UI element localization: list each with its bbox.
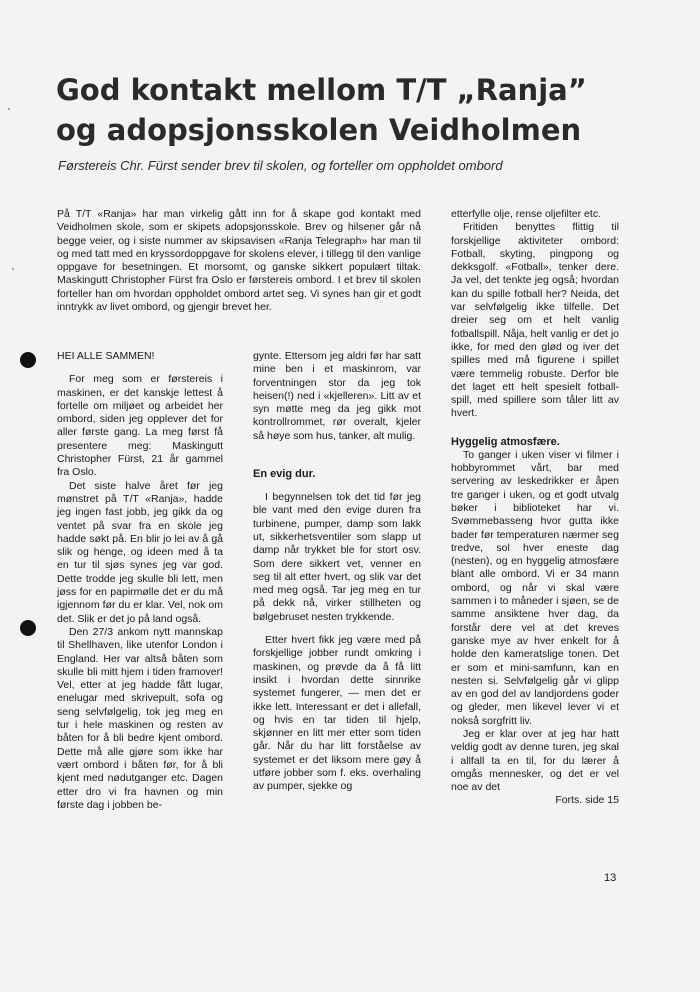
paragraph: Den 27/3 ankom nytt mannskap til Shellhaven, like utenfor London i England. Her var altså båten som skulle bli mitt hjem i tiden framover! Vel, etter at jeg hadde fått lugar, enelugar med skrivepult, sofa og seng selvfølgelig, tok jeg meg en tur i hele maskinen og resten av båten for å bli bedre kjent ombord. Dette må alle gjøre som ikke har vært ombord i båten før, for å bli kjent med nødutganger etc. Dagen etter dro vi fra havnen og min første dag i jobben be- — [57, 625, 223, 811]
margin-hole-dot — [20, 352, 36, 368]
page-number: 13 — [604, 872, 617, 884]
column-2 — [253, 350, 421, 794]
paragraph: gynte. Ettersom jeg aldri før har satt mine ben i et maskinrom, var forventningen stor da jeg tok heisen(!) ned i «kjelleren». Litt av et syn møtte meg da jeg gikk mot kontrollrommet, rør overalt, kjeler så høye som hus, tanker, alt mulig. — [253, 350, 421, 442]
paragraph: etterfylle olje, rense oljefilter etc. — [451, 208, 601, 220]
paragraph: Fritiden benyttes flittig til forskjellige aktiviteter ombord: Fotball, skyting, pingpong og dekksgolf. «Fotball», tenker dere. Ja vel, det tenkte jeg også; hvordan kan du spille fotball her? Neida, det var selvfølgelig ikke tilfelle. Det dreier seg om et helt vanlig fotballspill. Nåja, helt vanlig er det jo ikke, for med den glød og iver det spilles med må figurene i spillet være temmelig robuste. Derfor ble det laget ett helt spesielt fotball-spill, med spillere som tåler litt av hvert. — [451, 221, 619, 420]
title-line-2: og adopsjonsskolen Veidholmen — [56, 113, 582, 147]
article-intro: På T/T «Ranja» har man virkelig gått inn for å skape god kontakt med Veidholmen skole, som er skipets adopsjonsskole. Brev og hilsener går nå begge veier, og i siste nummer av skipsavisen «Ranja Telegraph» har man til og med tatt med en kryssordoppgave for skolens elever, i tillegg til den vanlige oppgave for besetningen. Et morsomt, og ganske sikkert populært tiltak. Maskingutt Christopher Fürst fra Oslo er førstereis ombord. I et brev til skolen forteller han om hvordan oppholdet ombord artet seg. Vi synes han gir et godt inntrykk av livet ombord, og gjengir brevet her. — [57, 208, 421, 314]
column-3 — [451, 208, 619, 807]
margin-hole-dot — [20, 620, 36, 636]
scan-speck — [8, 108, 10, 110]
scan-speck — [12, 268, 14, 270]
section-heading: En evig dur. — [253, 468, 316, 481]
letter-greeting: HEI ALLE SAMMEN! — [57, 350, 155, 362]
paragraph: Etter hvert fikk jeg være med på forskjellige jobber rundt omkring i maskinen, og prøvde da å få litt insikt i hvordan dette sinnrike systemet fungerer, — men det er ikke lett. Interessant er det i allefall, og hvis en tar tiden til hjelp, skjønner en litt mer etter som tiden går. Når du har litt forståelse av systemet er det liksom mere gøy å utføre jobber som f. eks. overhaling av pumper, sjekke og — [253, 634, 421, 793]
paragraph: I begynnelsen tok det tid før jeg ble vant med den evige duren fra turbinene, pumper, damp som lakk ut, sikkerhetsventiler som slapp ut damp når trykket ble for stort osv. Som dere sikkert vet, venner en seg til alt etter hvert, og slik var det med meg også. Tar jeg meg en tur på dekk nå, virker stillheten og bølgebruset nesten trykkende. — [253, 491, 421, 623]
continued-note: Forts. side 15 — [555, 794, 619, 807]
title-line-1: God kontakt mellom T/T „Ranja” — [56, 73, 587, 107]
paragraph: Jeg er klar over at jeg har hatt veldig godt av denne turen, jeg skal i allfall ta en til, for du lærer å omgås mennesker, og det er vel noe av det — [451, 727, 619, 794]
section-heading: Hyggelig atmosfære. — [451, 435, 560, 448]
article-subtitle: Førstereis Chr. Fürst sender brev til skolen, og forteller om oppholdet ombord — [58, 158, 503, 173]
column-1 — [57, 350, 223, 812]
article-title — [56, 70, 656, 150]
paragraph: Det siste halve året før jeg mønstret på T/T «Ranja», hadde jeg ingen fast jobb, jeg gikk da og ventet på svar fra en skole jeg hadde søkt på. En blir jo lei av å gå slik og henge, og ideen med å ta en tur til sjøs synes jeg var god. Dette trodde jeg skulle bli lett, men jøss for en papirmølle det er du må igjennom før du er klar. Vel, nok om det. Slik er det jo på land også. — [57, 479, 223, 625]
paragraph: To ganger i uken viser vi filmer i hobbyrommet vårt, bar med servering av leskedrikker er åpen tre ganger i uken, og et godt utvalg bøker i biblioteket har vi. Svømmebasseng hvor gutta ikke bader før temperaturen nærmer seg tredve, sol hver eneste dag (nesten), og en hyggelig atmosfære blant alle ombord. Vi er 34 mann ombord, og når vi skal være sammen i to måneder i sjøen, se de samme ansiktene hver dag, da forstår dere vel at det kreves ganske mye av hver enkelt for å holde den kameratslige tonen. Det er som et mini-samfunn, kan en nesten si. Selvfølgelig går vi glipp av en god del av landjordens goder og gleder, men likevel lever vi et nokså sorgfritt liv. — [451, 448, 619, 727]
paragraph: For meg som er førstereis i maskinen, er det kanskje lettest å fortelle om miljøet og arbeidet her ombord, siden jeg opplever det for aller første gang. La meg først få presentere meg: Maskingutt Christopher Fürst, 21 år gammel fra Oslo. — [57, 373, 223, 479]
